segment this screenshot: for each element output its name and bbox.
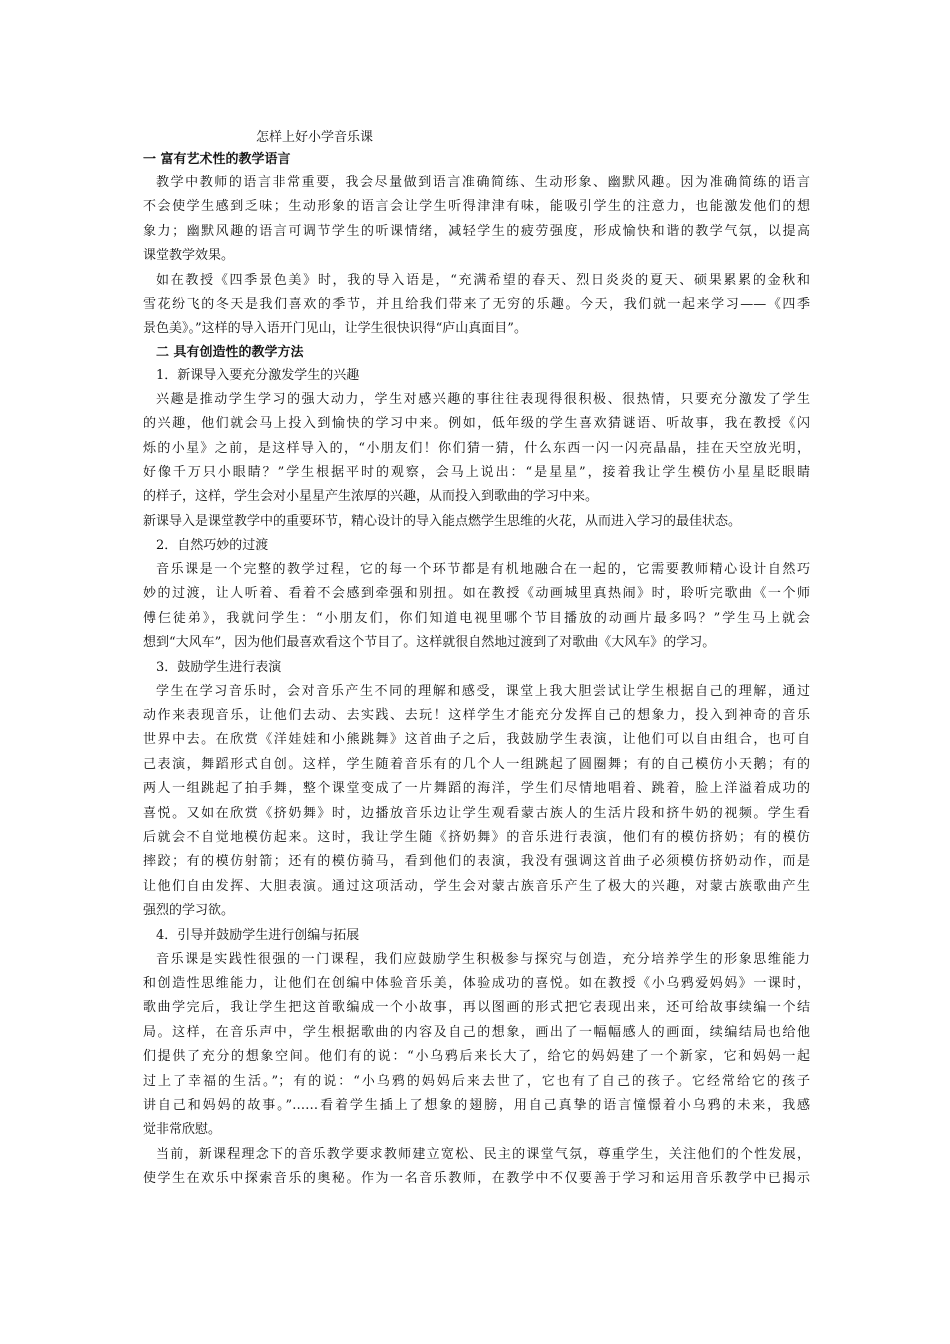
- paragraph-line: 两人一组跳起了拍手舞，整个课堂变成了一片舞蹈的海洋，学生们尽情地唱着、跳着，脸上洋溢着成功的: [143, 781, 810, 797]
- paragraph-line: 象力；幽默风趣的语言可调节学生的听课情绪，减轻学生的疲劳强度，形成愉快和谐的教学气氛，以提高: [143, 223, 810, 239]
- paragraph: [143, 558, 810, 656]
- paragraph-line: 和创造性思维能力，让他们在创编中体验音乐美，体验成功的喜悦。如在教授《小乌鸦爱妈妈》一课时，: [143, 975, 810, 991]
- paragraph-line: 动作来表现音乐，让他们去动、去实践、去玩！这样学生才能充分发挥自己的想象力，投入到神奇的音乐: [143, 708, 810, 724]
- paragraph-line: 强烈的学习欲。: [143, 903, 235, 919]
- paragraph-line: 喜悦。又如在欣赏《挤奶舞》时，边播放音乐边让学生观看蒙古族人的生活片段和挤牛奶的视频。学生看: [143, 805, 810, 821]
- paragraph-line: 学生在学习音乐时，会对音乐产生不同的理解和感受，课堂上我大胆尝试让学生根据自己的理解，通过: [156, 683, 810, 699]
- paragraph-line: 后就会不自觉地模仿起来。这时，我让学生随《挤奶舞》的音乐进行表演，他们有的模仿挤奶；有的模仿: [143, 829, 810, 845]
- paragraph-line: 己表演，舞蹈形式自创。这样，学生随着音乐有的几个人一组跳起了圆圈舞；有的自己模仿小天鹅；有的: [143, 756, 810, 772]
- paragraph-line: 妙的过渡，让人听着、看着不会感到牵强和别扭。如在教授《动画城里真热闹》时，聆听完歌曲《一个师: [143, 586, 810, 602]
- paragraph-line: 觉非常欣慰。: [143, 1122, 222, 1138]
- paragraph-line: 想到“大风车”，因为他们最喜欢看这个节目了。这样就很自然地过渡到了对歌曲《大风车》的学习。: [143, 635, 716, 651]
- paragraph-line: 烁的小星》之前，是这样导入的，“小朋友们！你们猜一猜，什么东西一闪一闪亮晶晶，挂在天空放光明，: [143, 440, 810, 456]
- paragraph: [143, 1143, 810, 1192]
- paragraph-line: 不会使学生感到乏味；生动形象的语言会让学生听得津津有味，能吸引学生的注意力，也能激发他们的想: [143, 199, 810, 215]
- paragraph-line: 教学中教师的语言非常重要，我会尽量做到语言准确简练、生动形象、幽默风趣。因为准确简练的语言: [156, 175, 810, 190]
- subsection-heading: 2．自然巧妙的过渡: [156, 538, 269, 554]
- section-heading: 一 富有艺术性的教学语言: [143, 152, 291, 167]
- paragraph-line: 如在教授《四季景色美》时，我的导入语是，“充满希望的春天、烈日炎炎的夏天、硕果累累的金秋和: [156, 272, 810, 288]
- paragraph-line: 的样子，这样，学生会对小星星产生浓厚的兴趣，从而投入到歌曲的学习中来。: [143, 489, 599, 505]
- paragraph-line: 新课导入是课堂教学中的重要环节，精心设计的导入能点燃学生思维的火花，从而进入学习的最佳状态。: [143, 513, 742, 529]
- page-title: 怎样上好小学音乐课: [256, 130, 374, 145]
- paragraph-line: 局。这样，在音乐声中，学生根据歌曲的内容及自己的想象，画出了一幅幅感人的画面，续编结局也给他: [143, 1024, 810, 1040]
- paragraph-line: 课堂教学效果。: [143, 248, 235, 264]
- paragraph-line: 兴趣是推动学生学习的强大动力，学生对感兴趣的事往往表现得很积极、很热情，只要充分激发了学生: [156, 391, 810, 407]
- subsection-heading: 3．鼓励学生进行表演: [156, 659, 282, 675]
- paragraph-line: 让他们自由发挥、大胆表演。通过这项活动，学生会对蒙古族音乐产生了极大的兴趣，对蒙古族歌曲产生: [143, 878, 810, 894]
- document-body: [143, 127, 810, 1191]
- paragraph-line: 歌曲学完后，我让学生把这首歌编成一个小故事，再以图画的形式把它表现出来，还可给故事续编一个结: [143, 1000, 810, 1016]
- paragraph-line: 当前，新课程理念下的音乐教学要求教师建立宽松、民主的课堂气氛，尊重学生，关注他们的个性发展，: [156, 1146, 810, 1162]
- paragraph-line: 傅仨徒弟》，我就问学生：“小朋友们，你们知道电视里哪个节目播放的动画片最多吗？”学生马上就会: [143, 610, 810, 626]
- paragraph-line: 景色美》。”这样的导入语开门见山，让学生很快识得“庐山真面目”。: [143, 321, 527, 337]
- section-heading: 二 具有创造性的教学方法: [156, 344, 304, 360]
- paragraph: [143, 680, 810, 924]
- paragraph: [143, 948, 810, 1143]
- paragraph-line: 们提供了充分的想象空间。他们有的说：“小乌鸦后来长大了，给它的妈妈建了一个新家，它和妈妈一起: [143, 1049, 810, 1065]
- paragraph-line: 的兴趣，他们就会马上投入到愉快的学习中来。例如，低年级的学生喜欢猜谜语、听故事，我在教授《闪: [143, 416, 810, 432]
- paragraph-line: 过上了幸福的生活。”；有的说：“小乌鸦的妈妈后来去世了，它也有了自己的孩子。它经常给它的孩子: [143, 1073, 810, 1089]
- paragraph-line: 世界中去。在欣赏《洋娃娃和小熊跳舞》这首曲子之后，我鼓励学生表演，让他们可以自由组合，也可自: [143, 732, 810, 748]
- paragraph-line: 音乐课是一个完整的教学过程，它的每一个环节都是有机地融合在一起的，它需要教师精心设计自然巧: [156, 562, 810, 578]
- paragraph-line: 使学生在欢乐中探索音乐的奥秘。作为一名音乐教师，在教学中不仅要善于学习和运用音乐教学中已揭示: [143, 1171, 810, 1187]
- paragraph-line: 讲自己和妈妈的故事。”……看着学生插上了想象的翅膀，用自己真挚的语言憧憬着小乌鸦的未来，我感: [143, 1097, 810, 1113]
- paragraph-line: 音乐课是实践性很强的一门课程，我们应鼓励学生积极参与探究与创造，充分培养学生的形象思维能力: [156, 951, 810, 967]
- paragraph: [143, 388, 810, 510]
- paragraph: [143, 171, 810, 269]
- subsection-heading: 1．新课导入要充分激发学生的兴趣: [156, 367, 360, 383]
- subsection-heading: 4．引导并鼓励学生进行创编与拓展: [156, 927, 360, 943]
- paragraph: [143, 269, 810, 342]
- paragraph-line: 好像千万只小眼睛？”学生根据平时的观察，会马上说出：“是星星”，接着我让学生模仿小星星眨眼睛: [143, 464, 810, 480]
- paragraph-line: 摔跤；有的模仿射箭；还有的模仿骑马，看到他们的表演，我没有强调这首曲子必须模仿挤奶动作，而是: [143, 854, 810, 870]
- paragraph-line: 雪花纷飞的冬天是我们喜欢的季节，并且给我们带来了无穷的乐趣。今天，我们就一起来学习——《四季: [143, 296, 810, 312]
- paragraph: [143, 510, 810, 534]
